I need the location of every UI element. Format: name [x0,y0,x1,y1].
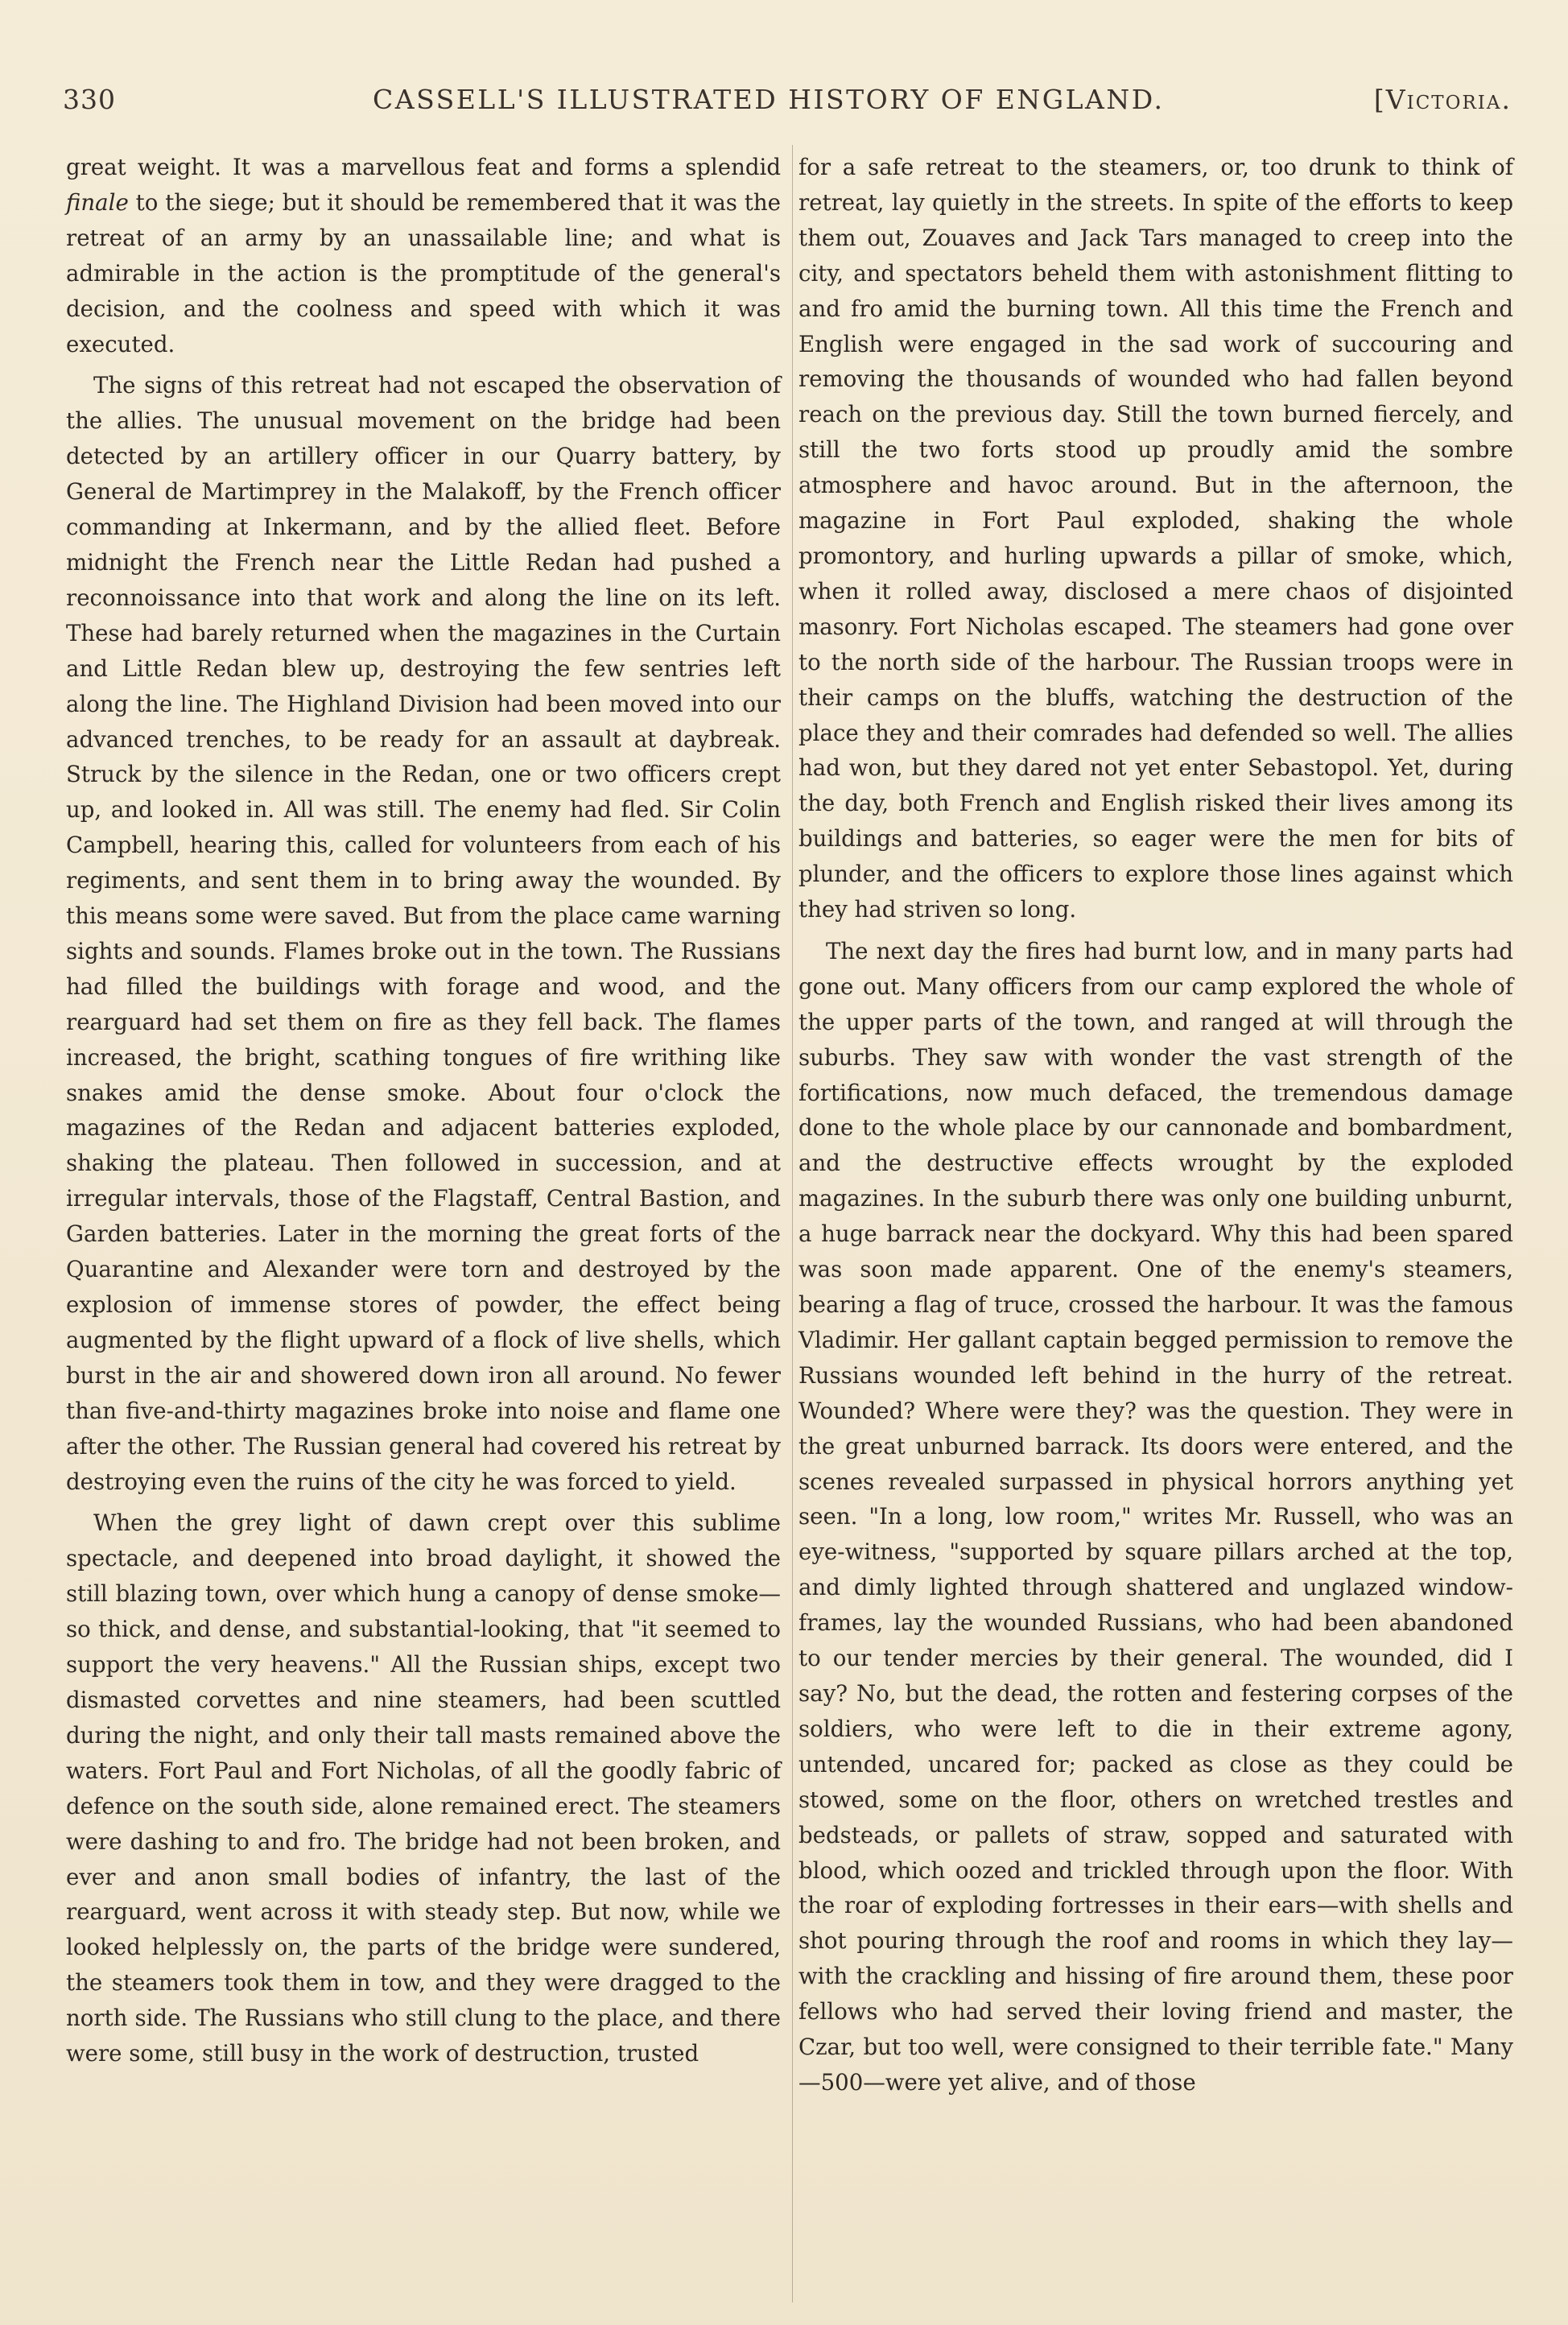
paragraph: for a safe retreat to the steamers, or, too drunk to think of retreat, lay quietly in the streets. In spite of the efforts to keep them out, Zouaves and Jack Tars managed to creep into the city, and spectators beheld them with astonishment flitting to and fro amid the burning town. All this time the French and English were engaged in the sad work of succouring and removing the thousands of wounded who had fallen beyond reach on the previous day. Still the town burned fiercely, and still the two forts stood up proudly amid the sombre atmosphere and havoc around. But in the afternoon, the magazine in Fort Paul exploded, shaking the whole promontory, and hurling upwards a pillar of smoke, which, when it rolled away, disclosed a mere chaos of disjointed masonry. Fort Nicholas escaped. The steamers had gone over to the north side of the harbour. The Russian troops were in their camps on the bluffs, watching the destruction of the place they and their comrades had defended so well. The allies had won, but they dared not yet enter Sebastopol. Yet, during the day, both French and English risked their lives among its buildings and batteries, so eager were the men for bits of plunder, and the officers to explore those lines against which they had striven so long. [798,154,1513,923]
paragraph-text: great weight. It was a marvellous feat and forms a splendid [66,154,781,180]
paragraph: The next day the fires had burnt low, and in many parts had gone out. Many officers from our camp explored the whole of the upper parts of the town, and ranged at will through the suburbs. They saw with wonder the vast strength of the fortifications, now much defaced, the tremendous damage done to the whole place by our cannonade and bombardment, and the destructive effects wrought by the exploded magazines. In the suburb there was only one building unburnt, a huge barrack near the dockyard. Why this had been spared was soon made apparent. One of the enemy's steamers, bearing a flag of truce, crossed the harbour. It was the famous Vladimir. Her gallant captain begged permission to remove the Russians wounded left behind in the hurry of the retreat. Wounded? Where were they? was the question. They were in the great unburned barrack. Its doors were entered, and the scenes revealed surpassed in physical horrors anything yet seen. "In a long, low room," writes Mr. Russell, who was an eye-witness, "supported by square pillars arched at the top, and dimly lighted through shattered and unglazed window-frames, lay the wounded Russians, who had been abandoned to our tender mercies by their general. The wounded, did I say? No, but the dead, the rotten and festering corpses of the soldiers, who were left to die in their extreme agony, untended, uncared for; packed as close as they could be stowed, some on the floor, others on wretched trestles and bedsteads, or pallets of straw, sopped and saturated with blood, which oozed and trickled through upon the floor. With the roar of exploding fortresses in their ears—with shells and shot pouring through the roof and rooms in which they lay—with the crackling and hissing of fire around them, these poor fellows who had served their loving friend and master, the Czar, but too well, were consigned to their terrible fate." Many—500—were yet alive, and of those [798,937,1513,2096]
paragraph: When the grey light of dawn crept over this sublime spectacle, and deepened into broad daylight, it showed the still blazing town, over which hung a canopy of dense smoke—so thick, and dense, and substantial-looking, that "it seemed to support the very heavens." All the Russian ships, except two dismasted corvettes and nine steamers, had been scuttled during the night, and only their tall masts remained above the waters. Fort Paul and Fort Nicholas, of all the goodly fabric of defence on the south side, alone remained erect. The steamers were dashing to and fro. The bridge had not been broken, and ever and anon small bodies of infantry, the last of the rearguard, went across it with steady step. But now, while we looked helplessly on, the parts of the bridge were sundered, the steamers took them in tow, and they were dragged to the north side. The Russians who still clung to the place, and there were some, still busy in the work of destruction, trusted [66,1509,781,2067]
paragraph: The signs of this retreat had not escaped the observation of the allies. The unusual movement on the bridge had been detected by an artillery officer in our Quarry battery, by General de Martimprey in the Malakoff, by the French officer commanding at Inkermann, and by the allied fleet. Before midnight the French near the Little Redan had pushed a reconnoissance into that work and along the line on its left. These had barely returned when the magazines in the Curtain and Little Redan blew up, destroying the few sentries left along the line. The Highland Division had been moved into our advanced trenches, to be ready for an assault at daybreak. Struck by the silence in the Redan, one or two officers crept up, and looked in. All was still. The enemy had fled. Sir Colin Campbell, hearing this, called for volunteers from each of his regiments, and sent them in to bring away the wounded. By this means some were saved. But from the place came warning sights and sounds. Flames broke out in the town. The Russians had filled the buildings with forage and wood, and the rearguard had set them on fire as they fell back. The flames increased, the bright, scathing tongues of fire writhing like snakes amid the dense smoke. About four o'clock the magazines of the Redan and adjacent batteries exploded, shaking the plateau. Then followed in succession, and at irregular intervals, those of the Flagstaff, Central Bastion, and Garden batteries. Later in the morning the great forts of the Quarantine and Alexander were torn and destroyed by the explosion of immense stores of powder, the effect being augmented by the flight upward of a flock of live shells, which burst in the air and showered down iron all around. No fewer than five-and-thirty magazines broke into noise and flame one after the other. The Russian general had covered his retreat by destroying even the ruins of the city he was forced to yield. [66,372,781,1495]
paragraph-text: to the siege; but it should be remembered that it was the retreat of an army by an unassailable line; and what is admirable in the action is the promptitude of the general's decision, and the coolness and speed with which it was executed. [66,188,781,357]
italic-word: finale [66,188,129,216]
column-divider [792,145,793,2302]
right-column [798,150,1513,2100]
running-title: CASSELL'S ILLUSTRATED HISTORY OF ENGLAND. [373,84,1165,115]
left-column [66,150,781,2071]
running-section: [Victoria. [1373,84,1512,115]
page-number: 330 [63,84,116,115]
running-header [63,84,1512,121]
paragraph [66,150,781,361]
